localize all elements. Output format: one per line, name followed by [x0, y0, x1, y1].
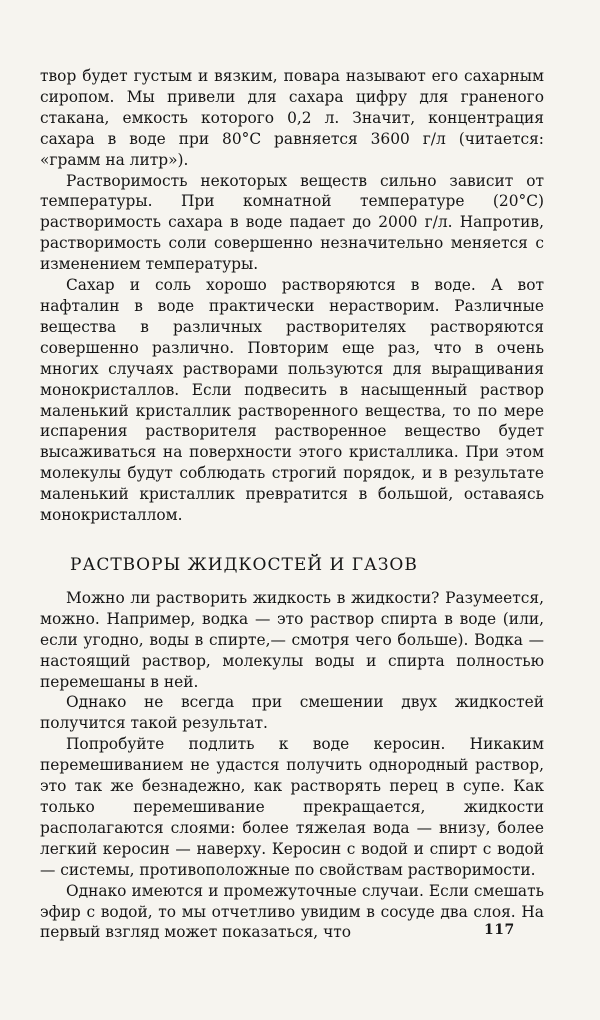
- paragraph-solubility-temperature: Растворимость некоторых веществ сильно зависит от температуры. При комнатной температуре (20°C) растворимость сахара в воде падает до 2000 г/л. Напротив, растворимость соли совершенно незначительно меняется с изменением температуры.: [40, 171, 544, 274]
- page-body: [40, 66, 544, 943]
- paragraph-monocrystals: Сахар и соль хорошо растворяются в воде. А вот нафталин в воде практически нерастворим. Различные вещества в различных растворителях растворяются совершенно различно. Повторим еще раз, что в очень многих случаях растворами пользуются для выращивания монокристаллов. Если подвесить в насыщенный раствор маленький кристаллик растворенного вещества, то по мере испарения растворителя растворенное вещество будет высаживаться на поверхности этого кристаллика. При этом молекулы будут соблюдать строгий порядок, и в результате маленький кристаллик превратится в большой, оставаясь монокристаллом.: [40, 276, 544, 525]
- paragraph-continued: твор будет густым и вязким, повара называют его сахарным сиропом. Мы привели для сахара цифру для граненого стакана, емкость которого 0,2 л. Значит, концентрация сахара в воде при 80°C равняется 3600 г/л (читается: «грамм на литр»).: [40, 67, 544, 169]
- page-number: 117: [484, 922, 515, 938]
- section-heading: РАСТВОРЫ ЖИДКОСТЕЙ И ГАЗОВ: [70, 554, 418, 575]
- paragraph-liquid-in-liquid: Можно ли растворить жидкость в жидкости? Разумеется, можно. Например, водка — это раствор спирта в воде (или, если угодно, воды в спирте,— смотря чего больше). Водка — настоящий раствор, молекулы воды и спирта полностью перемешаны в ней.: [40, 588, 544, 691]
- paragraph-not-always: Однако не всегда при смешении двух жидкостей получится такой результат.: [40, 693, 544, 733]
- paragraph-ether: Однако имеются и промежуточные случаи. Если смешать эфир с водой, то мы отчетливо увидим в сосуде два слоя. На первый взгляд может показаться, что: [40, 881, 544, 942]
- paragraph-kerosene: Попробуйте подлить к воде керосин. Никаким перемешиванием не удастся получить однородный раствор, это так же безнадежно, как растворять перец в супе. Как только перемешивание прекращается, жидкости располагаются слоями: более тяжелая вода — внизу, более легкий керосин — наверху. Керосин с водой и спирт с водой — системы, противоположные по свойствам растворимости.: [40, 735, 544, 879]
